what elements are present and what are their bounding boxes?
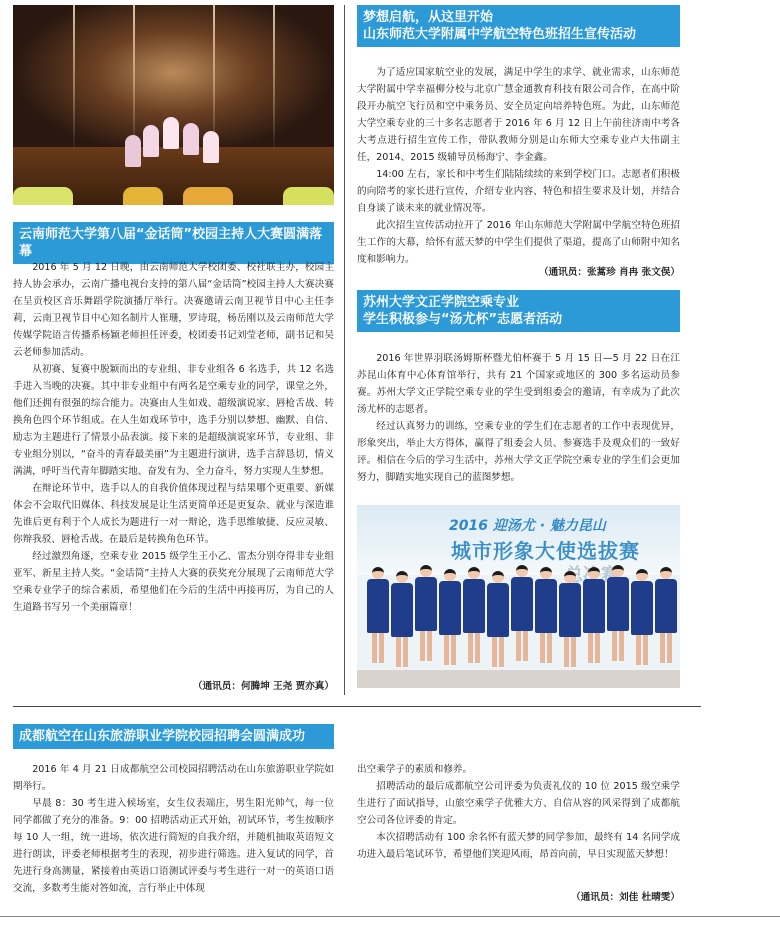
article4-headline: 成都航空在山东旅游职业学院校园招聘会圆满成功: [13, 724, 334, 749]
article2-byline: （通讯员：张蒿珍 肖冉 张文俣）: [539, 267, 680, 278]
volunteers-group-photo: [357, 505, 680, 688]
article4-paragraph: 出空乘学子的素质和修养。: [357, 764, 473, 775]
article2-body: [357, 64, 680, 268]
article3-body: [357, 350, 680, 486]
article1-headline: 云南师范大学第八届“金话筒”校园主持人大赛圆满落幕: [13, 222, 334, 264]
article4-right-column: [357, 761, 680, 863]
article3-headline-line1: 苏州大学文正学院空乘专业: [363, 295, 520, 310]
article2-paragraph: 为了适应国家航空业的发展，满足中学生的求学、就业需求，山东师范大学附属中学幸福柳分校与北京广慧金通教育科技有限公司合作，在高中阶段开办航空飞行员和空中乘务员、安全员定向培养特色班。为此，山东师范大学空乘专业的三十多名志愿者于 2016 年 6 月 12 日上午前往济南中考各大考点进行招生宣传工作，带队教师分别是山东师大空乘专业卢大伟副主任，2014、2015 级辅导员杨海宁、李金鑫。: [357, 67, 680, 163]
article4-paragraph: 2016 年 4 月 21 日成都航空公司校园招聘活动在山东旅游职业学院如期举行。: [13, 764, 334, 792]
article1-byline: （通讯员：何腾坤 王尧 贾亦真）: [193, 681, 334, 692]
article2-headline-line1: 梦想启航，从这里开始: [363, 10, 494, 25]
section-divider: [13, 706, 701, 707]
article1-paragraph: 经过激烈角逐，空乘专业 2015 级学生王小乙、雷杰分别夺得非专业组亚军、新星主持人奖。“金话筒”主持人大赛的获奖充分展现了云南师范大学空乘专业学子的综合素质，希望他们在今后的生活中再接再厉，为自己的人生道路书写另一个美丽篇章！: [13, 551, 334, 613]
article4-left-column: [13, 761, 334, 897]
article2-headline: [357, 5, 680, 47]
stage-performance-photo: [13, 5, 334, 205]
article3-headline-line2: 学生积极参与“汤尤杯”志愿者活动: [363, 312, 563, 327]
photo-banner-line2: 城市形象大使选拔赛: [451, 539, 640, 563]
article4-paragraph: 早晨 8：30 考生进入候场室，女生仪表端庄，男生阳光帅气，每一位同学都做了充分的准备。9：00 招聘活动正式开始，初试环节，考生按顺序每 10 人一组，统一进场，依次进行简短的自我介绍，并随机抽取英语短文进行朗读，评委老师根据考生的表现，初步进行筛选。进入复试的同学，首先进行身高测量，紧接着由英语口语测试评委与考生进行一对一的英语口语交流，多数考生能对答如流，言行举止中体现: [13, 798, 334, 894]
page-bottom-rule: [0, 916, 780, 917]
article1-paragraph: 2016 年 5 月 12 日晚，由云南师范大学校团委、校社联主办，校园主持人协会承办，云南广播电视台支持的第八届“金话筒”校园主持人大赛决赛在呈贡校区音乐舞蹈学院演播厅举行。决赛邀请云南卫视节目中心主任李莉，云南卫视节目中心知名制片人崔珊，罗诗琨，杨岳刚以及云南师范大学传媒学院语言传播系杨颖老师担任评委，校团委书记刘莹老师，副书记和吴云老师参加活动。: [13, 262, 334, 358]
article2-paragraph: 14:00 左右，家长和中考生们陆陆续续的来到学校门口。志愿者们积极的向陪考的家长进行宣传，介绍专业内容、特色和招生要求及计划，并结合自身谈了谈未来的就业情况等。: [357, 169, 680, 214]
article4-paragraph: 本次招聘活动有 100 余名怀有蓝天梦的同学参加，最终有 14 名同学成功进入最后笔试环节，希望他们笑迎风雨，昂首向前，早日实现蓝天梦想！: [357, 832, 680, 860]
article3-headline: [357, 290, 680, 332]
article4-paragraph: 招聘活动的最后成都航空公司评委为负责礼仪的 10 位 2015 级空乘学生进行了面试指导，山旅空乘学子优雅大方、自信从容的风采得到了成都航空公司各位评委的肯定。: [357, 781, 680, 826]
article4-byline: （通讯员：刘佳 杜晴雯）: [571, 892, 680, 903]
article2-headline-line2: 山东师范大学附属中学航空特色班招生宣传活动: [363, 27, 637, 42]
article1-body: [13, 259, 334, 616]
photo-banner-line1: 2016 迎汤尤 · 魅力昆山: [449, 518, 606, 534]
article3-paragraph: 2016 年世界羽联汤姆斯杯暨尤伯杯赛于 5 月 15 日—5 月 22 日在江苏昆山体育中心体育馆举行，共有 21 个国家或地区的 300 多名运动员参赛。苏州大学文正学院空乘专业的学生受到组委会的邀请，有幸成为了此次汤尤杯的志愿者。: [357, 353, 680, 415]
article1-paragraph: 从初赛、复赛中脱颖而出的专业组、非专业组各 6 名选手，共 12 名选手进入当晚的决赛。其中非专业组中有两名是空乘专业的同学，课堂之外，他们还拥有很强的综合能力。决赛由人生如戏、超级演说家、唇枪舌战、转换角色四个环节组成。在人生如戏环节中，选手分别以梦想、幽默、自信、励志为主题进行了情景小品表演。接下来的是超级演说家环节，专业组、非专业组分别以，“奋斗的青春最美丽”为主题进行演讲，选手言辞恳切，情义满满，呼吁当代青年脚踏实地、奋发有为、全力奋斗，努力实现人生梦想。: [13, 364, 334, 477]
column-divider: [344, 5, 345, 695]
article1-paragraph: 在辩论环节中，选手以人的自我价值体现过程与结果哪个更重要、新媒体会不会取代旧媒体、科技发展是让生活更简单还是更复杂、就业与深造谁先谁后更有利于个人成长为题进行一对一辩论，选手思维敏捷、反应灵敏、你辩我驳、唇枪舌战。在最后是转换角色环节。: [13, 483, 334, 545]
article3-paragraph: 经过认真努力的训练，空乘专业的学生们在志愿者的工作中表现优异，形象突出，举止大方得体，赢得了组委会人员、参赛选手及观众们的一致好评。相信在今后的学习生活中，苏州大学文正学院空乘专业的学生们会更加努力，脚踏实地实现自己的蓝图梦想。: [357, 421, 680, 483]
article2-paragraph: 此次招生宣传活动拉开了 2016 年山东师范大学附属中学航空特色班招生工作的大幕，给怀有蓝天梦的中学生们提供了渠道，提高了山师附中知名度和影响力。: [357, 220, 680, 265]
